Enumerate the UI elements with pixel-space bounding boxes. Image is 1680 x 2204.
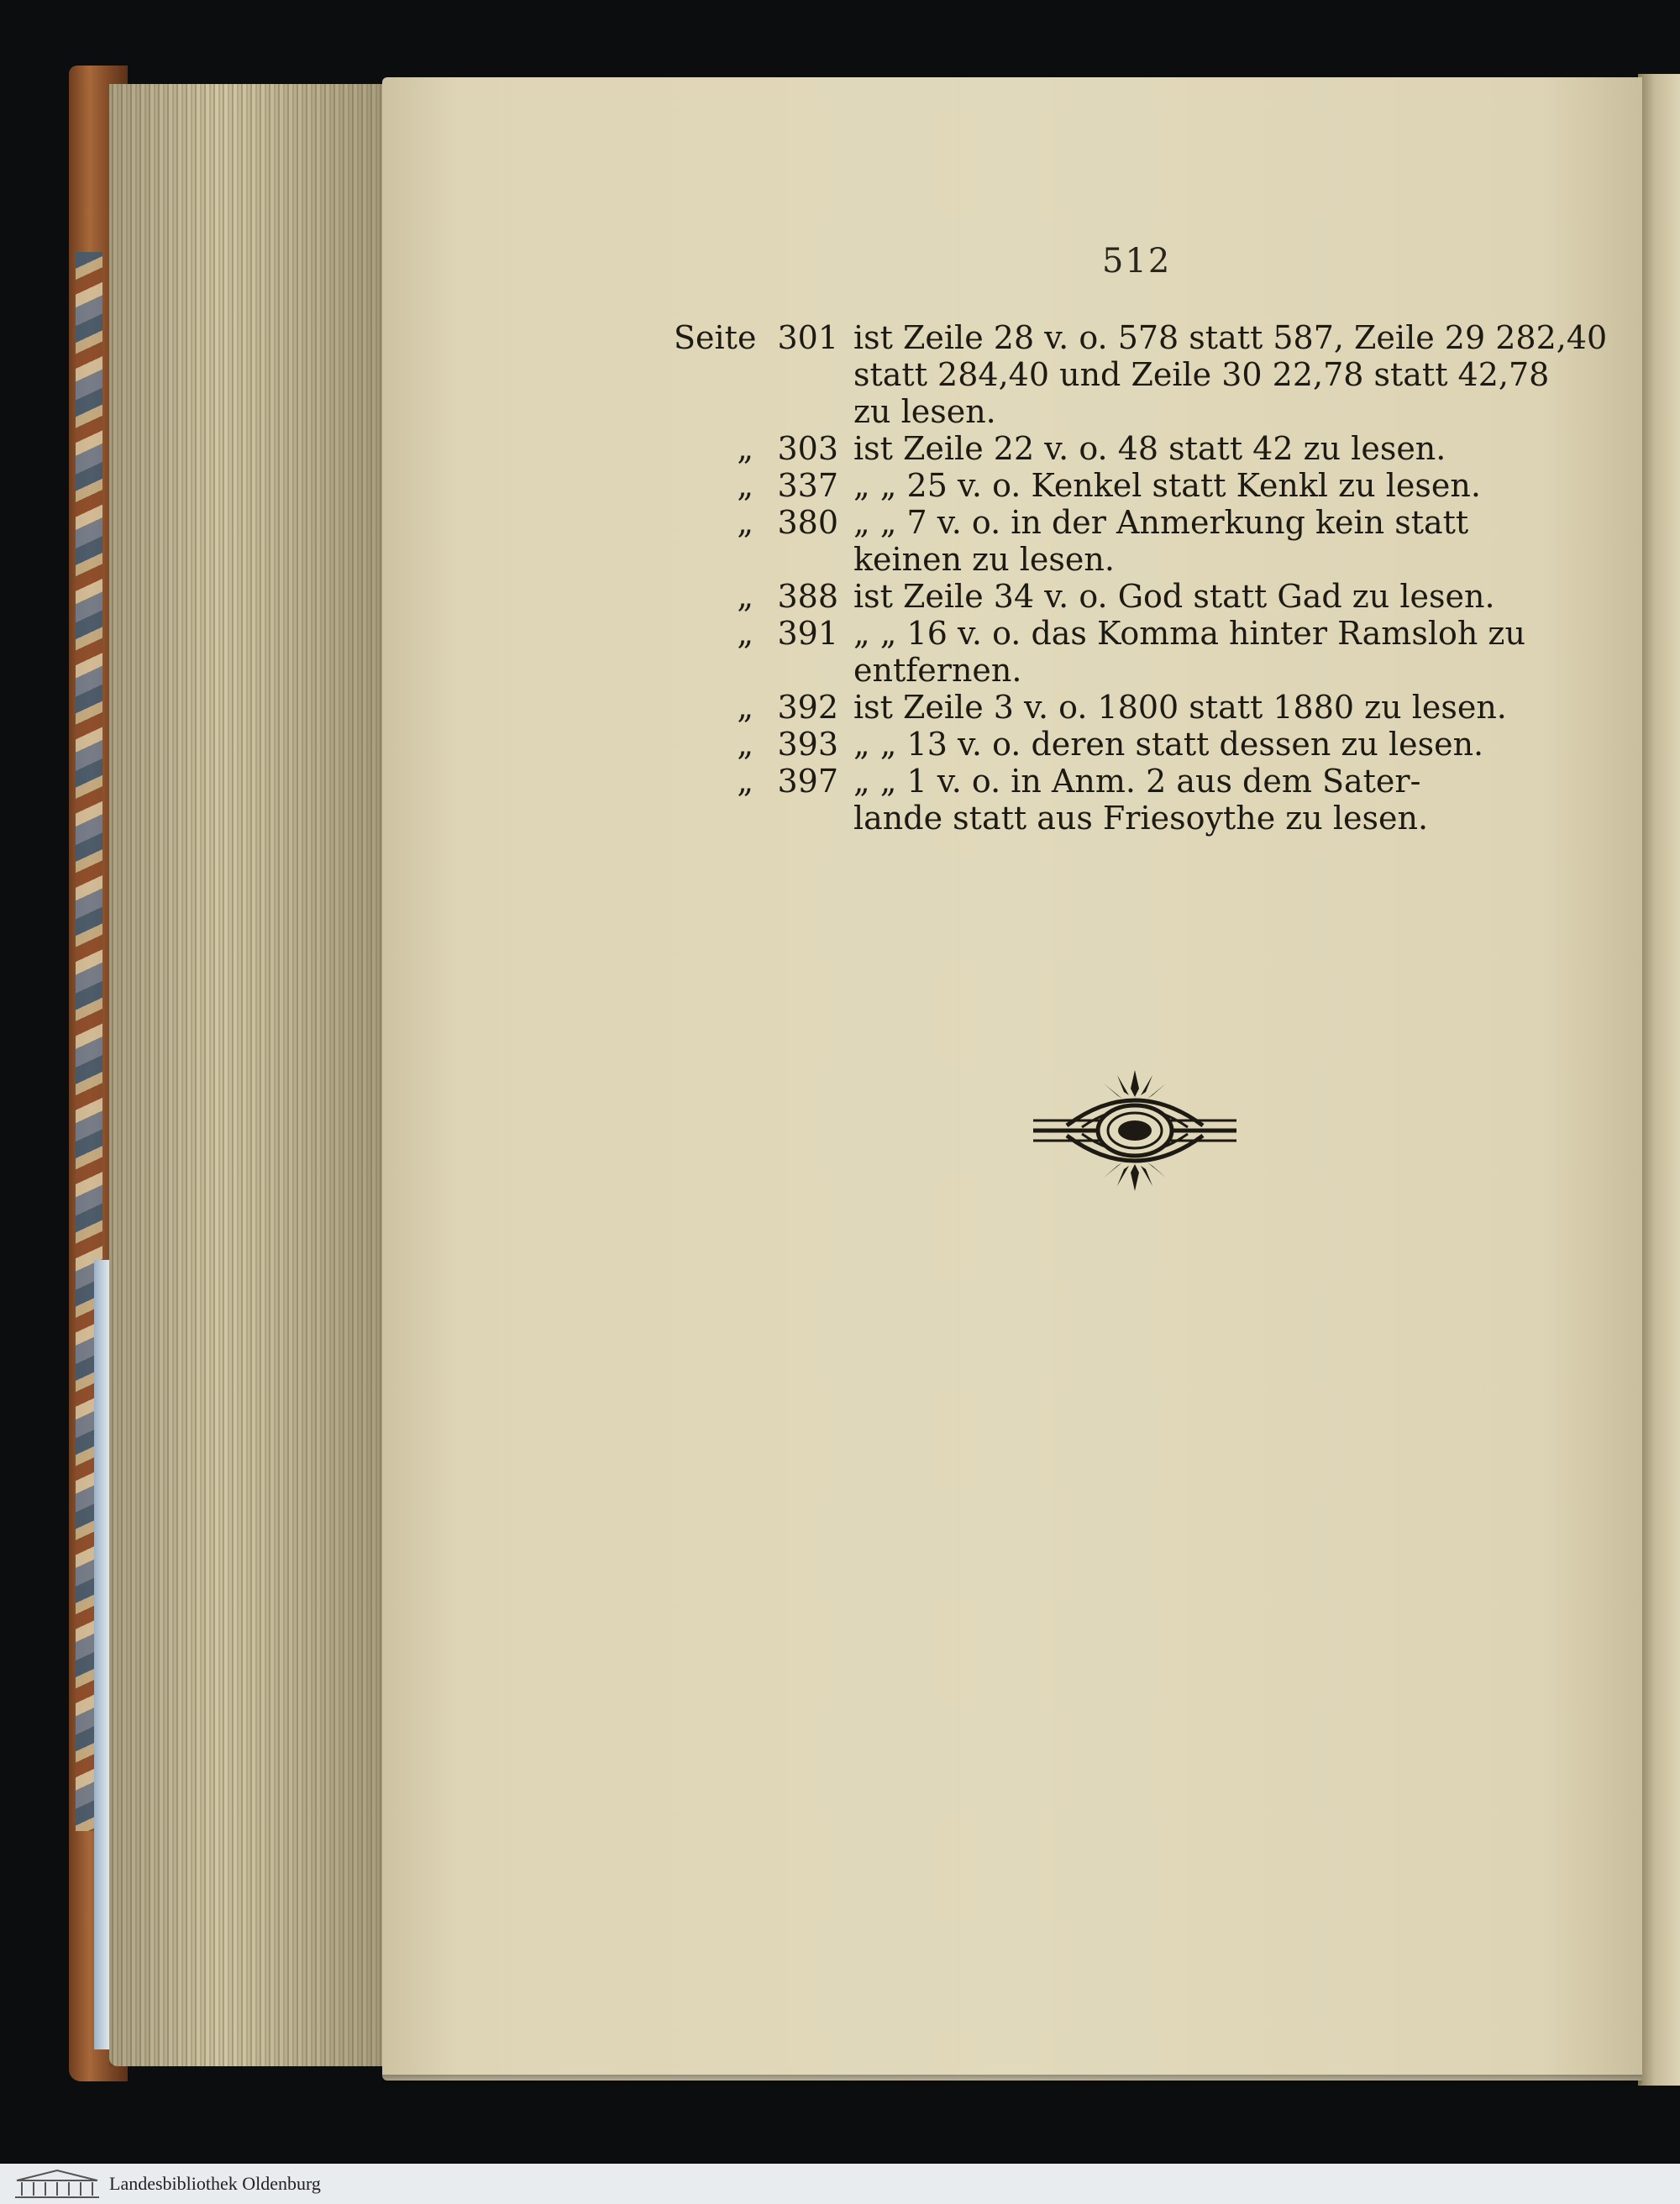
entry-prefix: „ — [737, 430, 753, 467]
entry-prefix: „ — [737, 467, 753, 504]
errata-entry — [680, 430, 1588, 467]
entry-text — [853, 430, 1588, 467]
entry-text-line: ist Zeile 22 v. o. 48 statt 42 zu lesen. — [853, 430, 1446, 467]
entry-text-line: „ „ 25 v. o. Kenkel statt Kenkl zu lesen. — [853, 467, 1481, 504]
errata-entry — [680, 615, 1588, 689]
errata-entry — [674, 319, 1608, 430]
errata-entry — [680, 726, 1588, 763]
errata-entry — [680, 689, 1588, 726]
entry-text — [853, 689, 1588, 726]
entry-text — [853, 578, 1588, 615]
footer-bar — [0, 2164, 1680, 2204]
entry-text-line: statt 284,40 und Zeile 30 22,78 statt 42,78 — [853, 356, 1550, 393]
library-logo-icon — [13, 2169, 101, 2199]
entry-prefix: „ — [737, 726, 753, 763]
entry-text — [853, 504, 1588, 578]
errata-entry — [680, 763, 1588, 837]
entry-text-line: „ „ 13 v. o. deren statt dessen zu lesen. — [853, 726, 1484, 763]
page-stack — [109, 84, 386, 2066]
entry-prefix: „ — [737, 763, 753, 800]
endpaper-edge — [94, 1260, 109, 2049]
entry-text-line: keinen zu lesen. — [853, 541, 1115, 578]
entry-text-line: ist Zeile 3 v. o. 1800 statt 1880 zu lesen. — [853, 689, 1507, 726]
entry-prefix: „ — [737, 615, 753, 652]
entry-text-line: „ „ 16 v. o. das Komma hinter Ramsloh zu — [853, 615, 1525, 652]
entry-page-number: 303 — [777, 430, 838, 467]
entry-prefix: „ — [737, 504, 753, 541]
entry-text — [853, 726, 1588, 763]
entry-prefix: Seite — [674, 319, 757, 356]
entry-text-line: „ „ 1 v. o. in Anm. 2 aus dem Sater- — [853, 763, 1421, 800]
page-shadow — [382, 2075, 1642, 2086]
entry-page-number: 391 — [777, 615, 838, 652]
entry-prefix: „ — [737, 578, 753, 615]
errata-entry — [680, 467, 1588, 504]
entry-page-number: 397 — [777, 763, 838, 800]
entry-text — [853, 763, 1588, 837]
entry-text — [853, 319, 1608, 430]
entry-text — [853, 615, 1588, 689]
entry-page-number: 337 — [777, 467, 838, 504]
entry-prefix: „ — [737, 689, 753, 726]
entry-text-line: zu lesen. — [853, 393, 996, 430]
errata-entry — [680, 578, 1588, 615]
entry-page-number: 301 — [777, 319, 838, 356]
entry-text-line: ist Zeile 28 v. o. 578 statt 587, Zeile 29 282,40 — [853, 319, 1608, 356]
errata-entry — [680, 504, 1588, 578]
entry-page-number: 392 — [777, 689, 838, 726]
entry-page-number: 380 — [777, 504, 838, 541]
entry-text-line: „ „ 7 v. o. in der Anmerkung kein statt — [853, 504, 1469, 541]
entry-page-number: 388 — [777, 578, 838, 615]
entry-page-number: 393 — [777, 726, 838, 763]
facing-page-gutter — [1638, 74, 1680, 2086]
entry-text — [853, 467, 1588, 504]
errata-list — [674, 319, 1608, 837]
entry-text-line: lande statt aus Friesoythe zu lesen. — [853, 800, 1429, 837]
entry-text-line: ist Zeile 34 v. o. God statt Gad zu lesen. — [853, 578, 1495, 615]
library-name: Landesbibliothek Oldenburg — [109, 2173, 321, 2194]
ornament-vignette — [1033, 1067, 1236, 1194]
entry-text-line: entfernen. — [853, 652, 1022, 689]
page-number: 512 — [1102, 242, 1172, 281]
